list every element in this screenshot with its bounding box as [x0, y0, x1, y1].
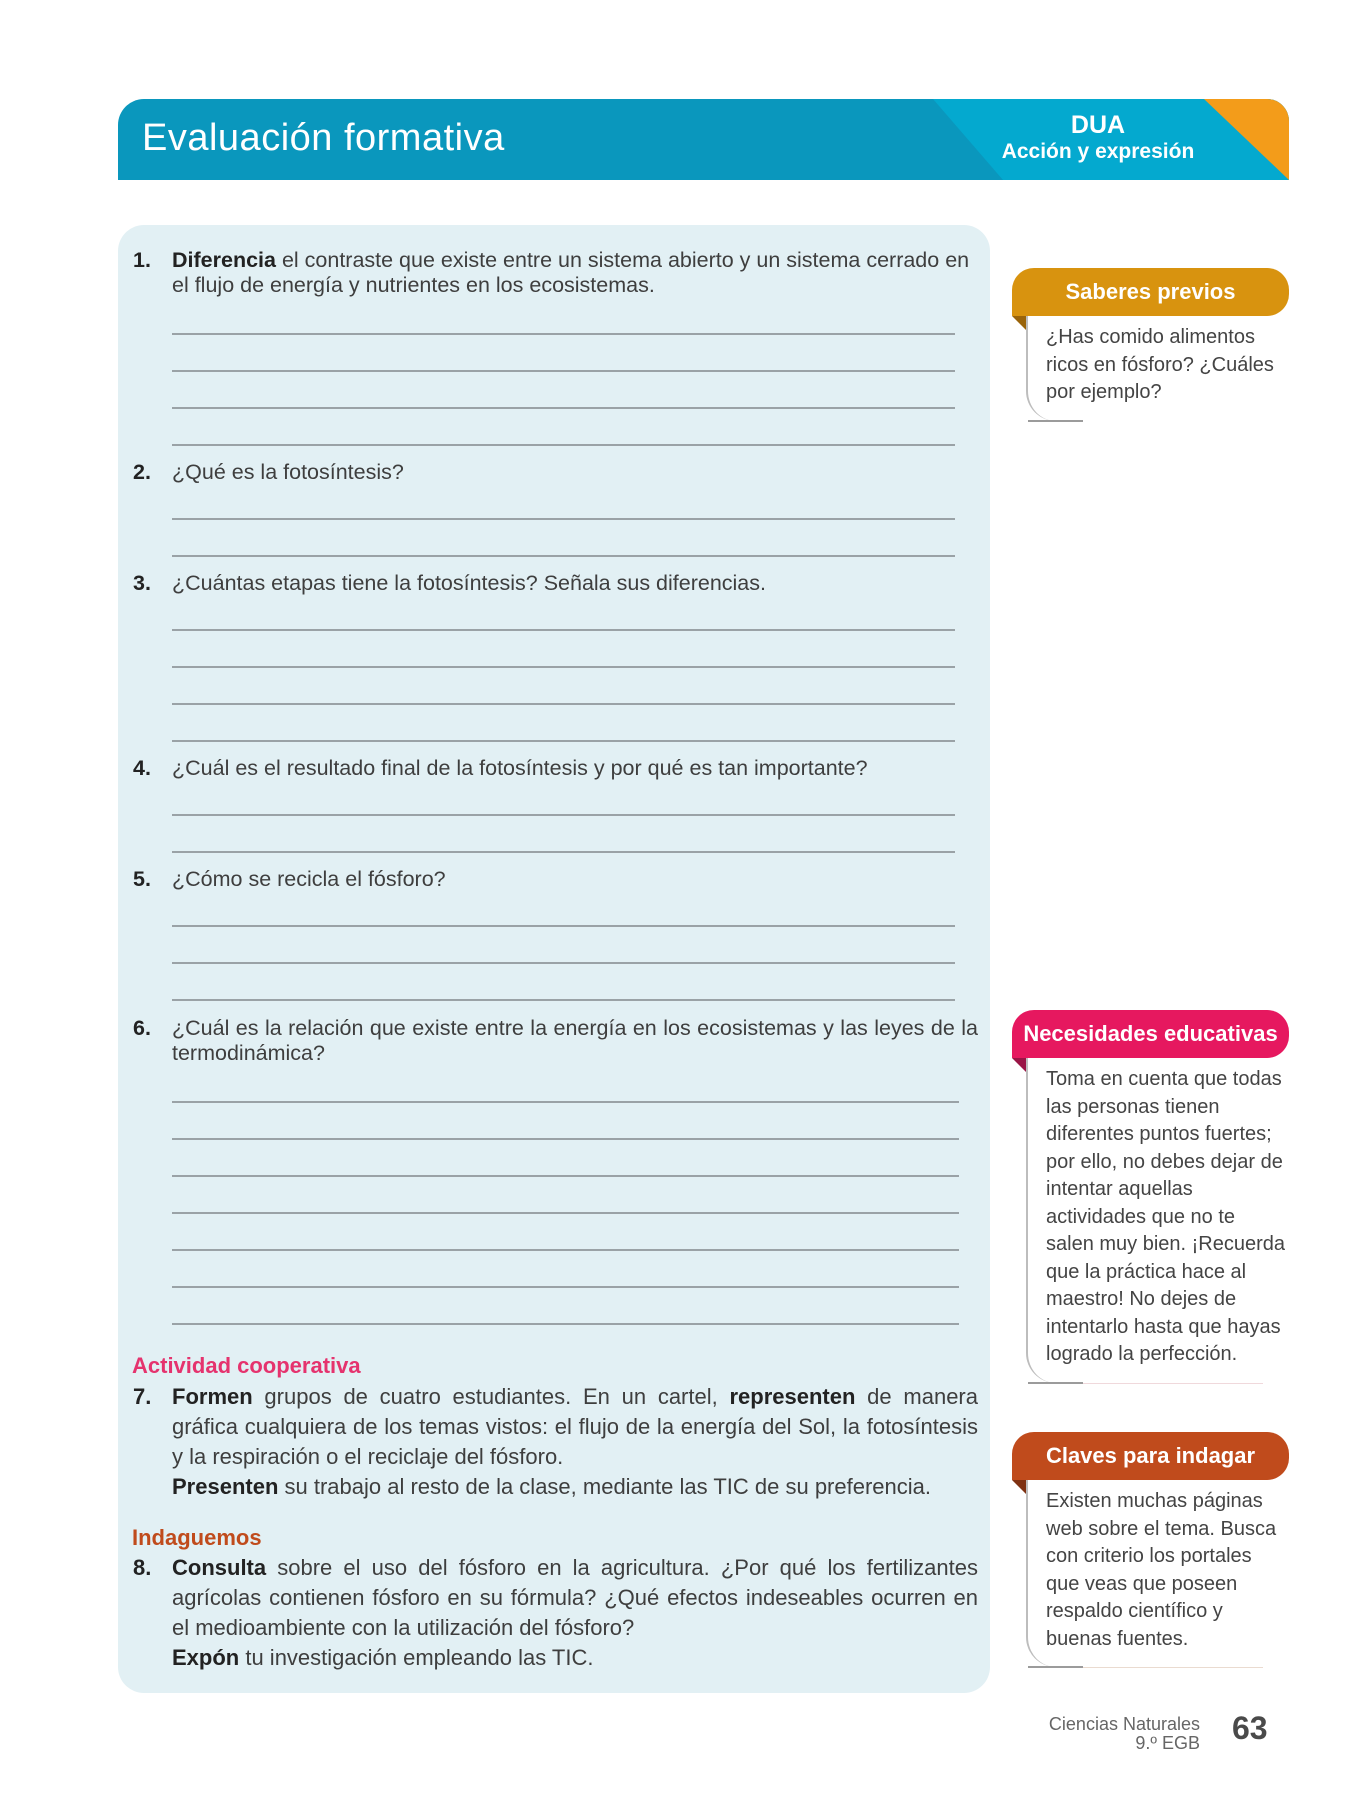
card-title: Saberes previos: [1012, 268, 1289, 316]
card-title: Necesidades educativas: [1012, 1010, 1289, 1058]
question-verb: Formen: [172, 1384, 253, 1409]
card-fold: [1012, 316, 1026, 330]
question-6: [133, 1016, 978, 1066]
question-verb: representen: [729, 1384, 856, 1409]
card-body: [1026, 1480, 1289, 1667]
card-bottom-rule: [1083, 1383, 1263, 1384]
card-bottom-line: [1028, 1666, 1083, 1668]
question-2: [133, 460, 978, 485]
question-text: de manera gráfica cualquiera de los temas vistos: el flujo de la energía del Sol, la fotosíntesis y la respiración o el reciclaje del fósforo.: [172, 1384, 978, 1469]
answer-line[interactable]: [172, 1101, 959, 1103]
card-necesidades-educativas: [1012, 1010, 1289, 1383]
question-verb: Consulta: [172, 1555, 267, 1580]
question-text: ¿Cómo se recicla el fósforo?: [172, 867, 446, 891]
dua-badge: [978, 111, 1218, 165]
answer-line[interactable]: [172, 1138, 959, 1140]
grade-label: 9.º EGB: [1135, 1733, 1200, 1753]
answer-line[interactable]: [172, 851, 955, 853]
question-text: ¿Qué es la fotosíntesis?: [172, 460, 404, 484]
question-number: 2.: [133, 460, 151, 484]
answer-line[interactable]: [172, 1323, 959, 1325]
question-number: 1.: [133, 248, 151, 272]
card-text: Existen muchas páginas web sobre el tema. Busca con criterio los portales que veas que poseen respaldo científico y buenas fuentes.: [1046, 1490, 1277, 1650]
question-text: su trabajo al resto de la clase, mediante las TIC de su preferencia.: [278, 1474, 931, 1499]
card-fold: [1012, 1480, 1026, 1494]
question-text: tu investigación empleando las TIC.: [239, 1645, 594, 1670]
footer-info: [1020, 1715, 1200, 1753]
answer-line[interactable]: [172, 518, 955, 520]
answer-line[interactable]: [172, 1212, 959, 1214]
section-header: [118, 99, 1289, 180]
question-number: 6.: [133, 1016, 151, 1040]
card-fold: [1012, 1058, 1026, 1072]
question-1: [133, 248, 978, 298]
question-number: 4.: [133, 756, 151, 780]
answer-line[interactable]: [172, 962, 955, 964]
question-verb: Expón: [172, 1645, 240, 1670]
subject-label: Ciencias Naturales: [1048, 1714, 1200, 1734]
card-claves-para-indagar: [1012, 1432, 1289, 1667]
question-verb: Diferencia: [172, 248, 276, 272]
question-text: sobre el uso del fósforo en la agricultura. ¿Por qué los fertilizantes agrícolas contienen fósforo en su fórmula? ¿Qué efectos indeseables ocurren en el medioambiente con la utilización del fósforo?: [172, 1555, 978, 1640]
cooperative-activity-heading: Actividad cooperativa: [132, 1353, 361, 1378]
answer-line[interactable]: [172, 444, 955, 446]
question-verb: Presenten: [172, 1474, 279, 1499]
answer-line[interactable]: [172, 407, 955, 409]
page-number: 63: [1232, 1710, 1268, 1746]
question-number: 7.: [133, 1384, 152, 1409]
answer-line[interactable]: [172, 370, 955, 372]
question-text: ¿Cuál es el resultado final de la fotosíntesis y por qué es tan importante?: [172, 756, 868, 780]
questions-panel: [118, 225, 990, 1693]
answer-line[interactable]: [172, 333, 955, 335]
answer-line[interactable]: [172, 629, 955, 631]
question-8: [133, 1553, 978, 1673]
question-number: 8.: [133, 1555, 152, 1580]
answer-line[interactable]: [172, 999, 955, 1001]
investigate-heading: Indaguemos: [132, 1525, 262, 1550]
answer-line[interactable]: [172, 814, 955, 816]
card-body: [1026, 1058, 1289, 1383]
question-5: [133, 867, 978, 892]
answer-line[interactable]: [172, 555, 955, 557]
question-text: ¿Cuál es la relación que existe entre la energía en los ecosistemas y las leyes de la termodinámica?: [172, 1016, 978, 1065]
card-bottom-line: [1028, 420, 1083, 422]
answer-line[interactable]: [172, 740, 955, 742]
card-bottom-rule: [1083, 1667, 1263, 1668]
dua-label: DUA: [1070, 111, 1126, 139]
answer-line[interactable]: [172, 703, 955, 705]
question-text: el contraste que existe entre un sistema abierto y un sistema cerrado en el flujo de energía y nutrientes en los ecosistemas.: [172, 248, 970, 297]
question-number: 5.: [133, 867, 151, 891]
card-text: Toma en cuenta que todas las personas tienen diferentes puntos fuertes; por ello, no debes dejar de intentar aquellas actividades que no te salen muy bien. ¡Recuerda que la práctica hace al maestro! No dejes de intentarlo hasta que hayas logrado la perfección.: [1046, 1068, 1286, 1365]
question-3: [133, 571, 978, 596]
answer-line[interactable]: [172, 1286, 959, 1288]
answer-line[interactable]: [172, 925, 955, 927]
page-title: Evaluación formativa: [142, 117, 505, 159]
question-4: [133, 756, 978, 781]
card-body: [1026, 316, 1289, 421]
card-text: ¿Has comido alimentos ricos en fósforo? ¿Cuáles por ejemplo?: [1046, 326, 1274, 403]
card-saberes-previos: [1012, 268, 1289, 421]
card-bottom-line: [1028, 1382, 1083, 1384]
question-text: ¿Cuántas etapas tiene la fotosíntesis? Señala sus diferencias.: [172, 571, 766, 595]
answer-line[interactable]: [172, 1249, 959, 1251]
answer-line[interactable]: [172, 1175, 959, 1177]
card-title: Claves para indagar: [1012, 1432, 1289, 1480]
dua-subtitle: Acción y expresión: [1001, 140, 1195, 163]
answer-line[interactable]: [172, 666, 955, 668]
question-7: [133, 1382, 978, 1502]
question-number: 3.: [133, 571, 151, 595]
question-text: grupos de cuatro estudiantes. En un cartel,: [252, 1384, 730, 1409]
